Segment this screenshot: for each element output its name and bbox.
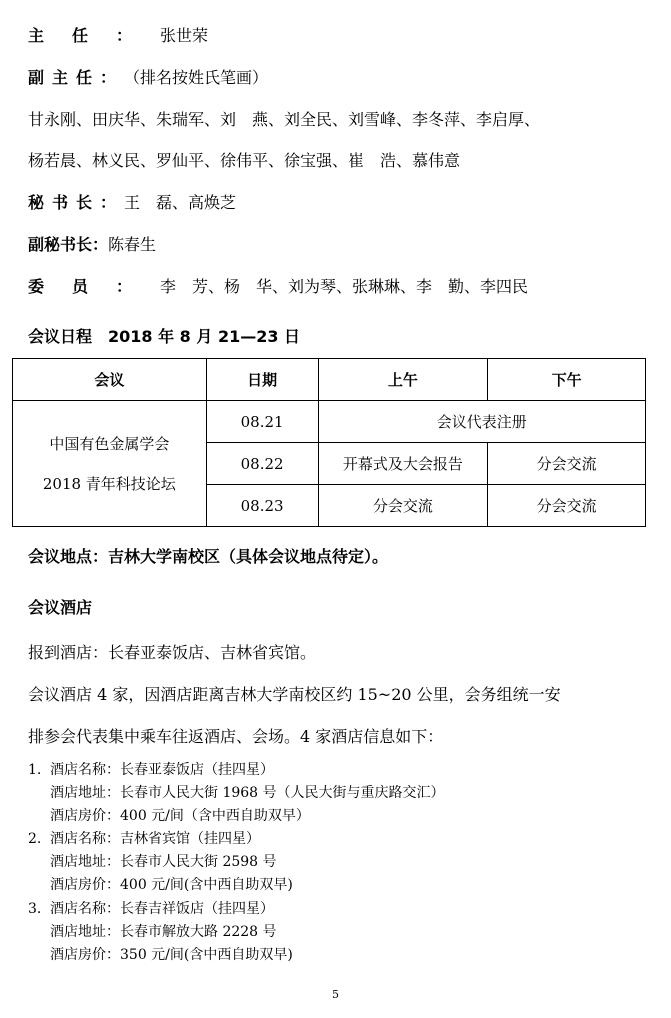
table-row	[13, 401, 646, 443]
deputy-secretary-line	[28, 234, 156, 256]
date-cell: 08.22	[206, 443, 318, 485]
members-line	[28, 276, 528, 298]
deputy-director-note: （排名按姓氏笔画）	[124, 68, 269, 87]
header-date: 日期	[206, 359, 318, 401]
morning-cell: 开幕式及大会报告	[318, 443, 488, 485]
hotel-number: 1.	[28, 762, 42, 778]
deputy-directors-line-1: 甘永刚、田庆华、朱瑞军、刘 燕、刘全民、刘雪峰、李冬萍、李启厚、	[28, 110, 541, 129]
hotel-name: 酒店名称：长春亚泰饭店（挂四星）	[50, 762, 274, 778]
hotel-address: 酒店地址：长春市解放大路 2228 号	[50, 924, 277, 940]
header-morning: 上午	[318, 359, 488, 401]
header-conference: 会议	[13, 359, 207, 401]
members-label: 委员：	[28, 277, 161, 296]
conference-name-line-1: 中国有色金属学会	[49, 434, 170, 453]
deputy-director-label: 副主任：	[28, 68, 125, 87]
hotel-item	[28, 759, 445, 828]
hotel-name: 酒店名称：长春吉祥饭店（挂四星）	[50, 901, 274, 917]
conference-name-cell	[13, 401, 207, 527]
hotel-price: 酒店房价：400 元/间(含中西自助双早)	[50, 877, 293, 893]
hotel-price: 酒店房价：350 元/间(含中西自助双早)	[50, 947, 293, 963]
date-cell: 08.23	[206, 485, 318, 527]
deputy-secretary-label: 副秘书长：	[28, 235, 109, 254]
schedule-header-row	[13, 359, 646, 401]
conference-name-line-2: 2018 青年科技论坛	[42, 474, 176, 493]
hotel-item	[28, 828, 293, 897]
all-day-cell: 会议代表注册	[318, 401, 645, 443]
hotel-number: 2.	[28, 831, 42, 847]
morning-cell: 分会交流	[318, 485, 488, 527]
checkin-hotels: 报到酒店：长春亚泰饭店、吉林省宾馆。	[28, 643, 317, 662]
hotel-item	[28, 898, 293, 967]
hotels-intro-line-1: 会议酒店 4 家，因酒店距离吉林大学南校区约 15~20 公里，会务组统一安	[28, 685, 561, 704]
members-names: 李 芳、杨 华、刘为琴、张琳琳、李 勤、李四民	[160, 277, 529, 296]
hotel-number: 3.	[28, 901, 42, 917]
afternoon-cell: 分会交流	[488, 485, 646, 527]
page-number: 5	[332, 988, 339, 1001]
secretary-line	[28, 192, 236, 214]
director-label: 主任：	[28, 26, 161, 45]
schedule-heading: 会议日程 2018 年 8 月 21—23 日	[28, 327, 301, 346]
director-name: 张世荣	[160, 26, 209, 45]
deputy-directors-line-2: 杨若晨、林义民、罗仙平、徐伟平、徐宝强、崔 浩、慕伟意	[28, 151, 461, 170]
hotels-intro-line-2: 排参会代表集中乘车往返酒店、会场。4 家酒店信息如下：	[28, 727, 444, 746]
deputy-secretary-name: 陈春生	[108, 235, 157, 254]
header-afternoon: 下午	[488, 359, 646, 401]
venue-line: 会议地点：吉林大学南校区（具体会议地点待定）。	[28, 547, 389, 566]
director-line	[28, 25, 208, 47]
schedule-table	[12, 358, 646, 527]
secretary-label: 秘书长：	[28, 193, 125, 212]
secretary-names: 王 磊、高焕芝	[124, 193, 237, 212]
hotel-address: 酒店地址：长春市人民大街 1968 号（人民大街与重庆路交汇）	[50, 785, 445, 801]
hotel-name: 酒店名称：吉林省宾馆（挂四星）	[50, 831, 260, 847]
hotel-address: 酒店地址：长春市人民大街 2598 号	[50, 854, 277, 870]
date-cell: 08.21	[206, 401, 318, 443]
hotels-heading: 会议酒店	[28, 598, 93, 617]
deputy-director-line	[28, 67, 268, 89]
hotel-price: 酒店房价：400 元/间（含中西自助双早）	[50, 808, 310, 824]
afternoon-cell: 分会交流	[488, 443, 646, 485]
